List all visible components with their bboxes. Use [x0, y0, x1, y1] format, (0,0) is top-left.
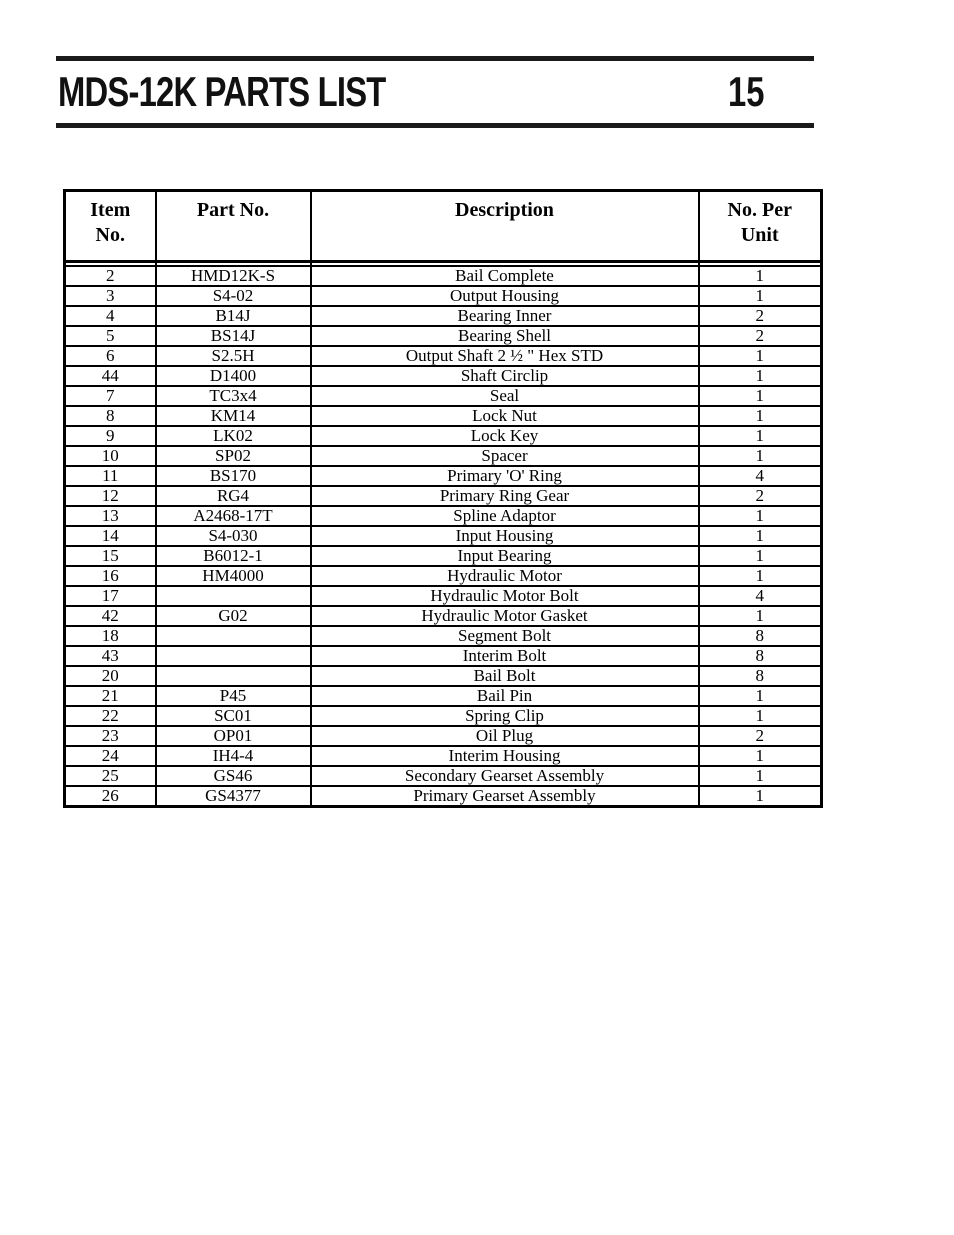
qty-cell: 1: [699, 506, 822, 526]
table-row: [65, 406, 822, 426]
description-cell: Shaft Circlip: [311, 366, 699, 386]
table-row: [65, 386, 822, 406]
table-row: [65, 646, 822, 666]
part-no-cell: G02: [156, 606, 311, 626]
column-header-no-per-unit: [699, 191, 822, 262]
table-row: [65, 786, 822, 807]
table-row: [65, 566, 822, 586]
item-no-cell: 9: [65, 426, 156, 446]
table-row: [65, 606, 822, 626]
column-header-line: Unit: [740, 224, 779, 246]
part-no-cell: GS46: [156, 766, 311, 786]
page-title: MDS-12K PARTS LIST: [58, 68, 386, 115]
item-no-cell: 3: [65, 286, 156, 306]
qty-cell: 1: [699, 546, 822, 566]
qty-cell: 8: [699, 626, 822, 646]
table-row: [65, 586, 822, 606]
description-cell: Bail Complete: [311, 266, 699, 286]
qty-cell: 1: [699, 686, 822, 706]
qty-cell: 2: [699, 486, 822, 506]
item-no-cell: 10: [65, 446, 156, 466]
qty-cell: 1: [699, 366, 822, 386]
table-row: [65, 746, 822, 766]
qty-cell: 1: [699, 446, 822, 466]
part-no-cell: B6012-1: [156, 546, 311, 566]
part-no-cell: [156, 646, 311, 666]
qty-cell: 2: [699, 306, 822, 326]
table-row: [65, 306, 822, 326]
description-cell: Segment Bolt: [311, 626, 699, 646]
item-no-cell: 22: [65, 706, 156, 726]
description-cell: Oil Plug: [311, 726, 699, 746]
part-no-cell: RG4: [156, 486, 311, 506]
table-row: [65, 266, 822, 286]
description-cell: Primary 'O' Ring: [311, 466, 699, 486]
part-no-cell: [156, 626, 311, 646]
column-header-line: Part No.: [196, 199, 270, 221]
description-cell: Bail Bolt: [311, 666, 699, 686]
qty-cell: 1: [699, 606, 822, 626]
part-no-cell: LK02: [156, 426, 311, 446]
part-no-cell: HM4000: [156, 566, 311, 586]
table-row: [65, 666, 822, 686]
qty-cell: 1: [699, 286, 822, 306]
qty-cell: 2: [699, 326, 822, 346]
description-cell: Spacer: [311, 446, 699, 466]
part-no-cell: BS14J: [156, 326, 311, 346]
qty-cell: 2: [699, 726, 822, 746]
part-no-cell: OP01: [156, 726, 311, 746]
table-row: [65, 326, 822, 346]
qty-cell: 8: [699, 666, 822, 686]
item-no-cell: 14: [65, 526, 156, 546]
header-bottom-rule: [56, 123, 814, 128]
table-row: [65, 686, 822, 706]
table-row: [65, 446, 822, 466]
item-no-cell: 7: [65, 386, 156, 406]
part-no-cell: B14J: [156, 306, 311, 326]
qty-cell: 1: [699, 566, 822, 586]
table-body: [65, 266, 822, 807]
part-no-cell: HMD12K-S: [156, 266, 311, 286]
column-header-part-no: [156, 191, 311, 262]
item-no-cell: 23: [65, 726, 156, 746]
description-cell: Interim Bolt: [311, 646, 699, 666]
description-cell: Secondary Gearset Assembly: [311, 766, 699, 786]
description-cell: Hydraulic Motor: [311, 566, 699, 586]
description-cell: Spring Clip: [311, 706, 699, 726]
table-row: [65, 546, 822, 566]
part-no-cell: TC3x4: [156, 386, 311, 406]
item-no-cell: 24: [65, 746, 156, 766]
description-cell: Primary Gearset Assembly: [311, 786, 699, 807]
table-row: [65, 526, 822, 546]
part-no-cell: S4-02: [156, 286, 311, 306]
part-no-cell: A2468-17T: [156, 506, 311, 526]
description-cell: Input Housing: [311, 526, 699, 546]
item-no-cell: 6: [65, 346, 156, 366]
qty-cell: 1: [699, 406, 822, 426]
qty-cell: 1: [699, 706, 822, 726]
part-no-cell: BS170: [156, 466, 311, 486]
item-no-cell: 5: [65, 326, 156, 346]
table-row: [65, 486, 822, 506]
item-no-cell: 13: [65, 506, 156, 526]
part-no-cell: P45: [156, 686, 311, 706]
item-no-cell: 42: [65, 606, 156, 626]
item-no-cell: 20: [65, 666, 156, 686]
item-no-cell: 44: [65, 366, 156, 386]
table-row: [65, 506, 822, 526]
table-row: [65, 766, 822, 786]
item-no-cell: 43: [65, 646, 156, 666]
description-cell: Bearing Inner: [311, 306, 699, 326]
description-cell: Seal: [311, 386, 699, 406]
description-cell: Primary Ring Gear: [311, 486, 699, 506]
part-no-cell: KM14: [156, 406, 311, 426]
qty-cell: 1: [699, 346, 822, 366]
item-no-cell: 8: [65, 406, 156, 426]
page-number: 15: [728, 68, 765, 115]
part-no-cell: S4-030: [156, 526, 311, 546]
item-no-cell: 12: [65, 486, 156, 506]
item-no-cell: 15: [65, 546, 156, 566]
item-no-cell: 21: [65, 686, 156, 706]
description-cell: Bearing Shell: [311, 326, 699, 346]
part-no-cell: [156, 666, 311, 686]
table-row: [65, 426, 822, 446]
qty-cell: 1: [699, 426, 822, 446]
part-no-cell: [156, 586, 311, 606]
description-cell: Hydraulic Motor Gasket: [311, 606, 699, 626]
table-row: [65, 466, 822, 486]
column-header-line: Item: [90, 199, 131, 221]
qty-cell: 1: [699, 746, 822, 766]
item-no-cell: 18: [65, 626, 156, 646]
part-no-cell: IH4-4: [156, 746, 311, 766]
description-cell: Hydraulic Motor Bolt: [311, 586, 699, 606]
item-no-cell: 4: [65, 306, 156, 326]
qty-cell: 4: [699, 466, 822, 486]
part-no-cell: SP02: [156, 446, 311, 466]
table-header-row: [65, 191, 822, 262]
table-row: [65, 626, 822, 646]
item-no-cell: 11: [65, 466, 156, 486]
qty-cell: 1: [699, 786, 822, 807]
table-row: [65, 726, 822, 746]
header-top-rule: [56, 56, 814, 61]
table-row: [65, 706, 822, 726]
description-cell: Bail Pin: [311, 686, 699, 706]
description-cell: Spline Adaptor: [311, 506, 699, 526]
table-row: [65, 366, 822, 386]
description-cell: Lock Nut: [311, 406, 699, 426]
description-cell: Lock Key: [311, 426, 699, 446]
table-header: [65, 191, 822, 267]
column-header-line: Description: [455, 199, 554, 221]
parts-list-table: [63, 189, 823, 808]
item-no-cell: 25: [65, 766, 156, 786]
part-no-cell: S2.5H: [156, 346, 311, 366]
qty-cell: 1: [699, 766, 822, 786]
column-header-line: No. Per: [727, 199, 792, 221]
qty-cell: 1: [699, 386, 822, 406]
table-row: [65, 286, 822, 306]
part-no-cell: SC01: [156, 706, 311, 726]
column-header-description: [311, 191, 699, 262]
item-no-cell: 2: [65, 266, 156, 286]
item-no-cell: 26: [65, 786, 156, 807]
qty-cell: 1: [699, 526, 822, 546]
column-header-line: No.: [95, 224, 125, 246]
description-cell: Input Bearing: [311, 546, 699, 566]
column-header-item-no: [65, 191, 156, 262]
table-row: [65, 346, 822, 366]
qty-cell: 1: [699, 266, 822, 286]
item-no-cell: 17: [65, 586, 156, 606]
part-no-cell: D1400: [156, 366, 311, 386]
description-cell: Output Housing: [311, 286, 699, 306]
part-no-cell: GS4377: [156, 786, 311, 807]
item-no-cell: 16: [65, 566, 156, 586]
qty-cell: 8: [699, 646, 822, 666]
description-cell: Output Shaft 2 ½ " Hex STD: [311, 346, 699, 366]
qty-cell: 4: [699, 586, 822, 606]
description-cell: Interim Housing: [311, 746, 699, 766]
